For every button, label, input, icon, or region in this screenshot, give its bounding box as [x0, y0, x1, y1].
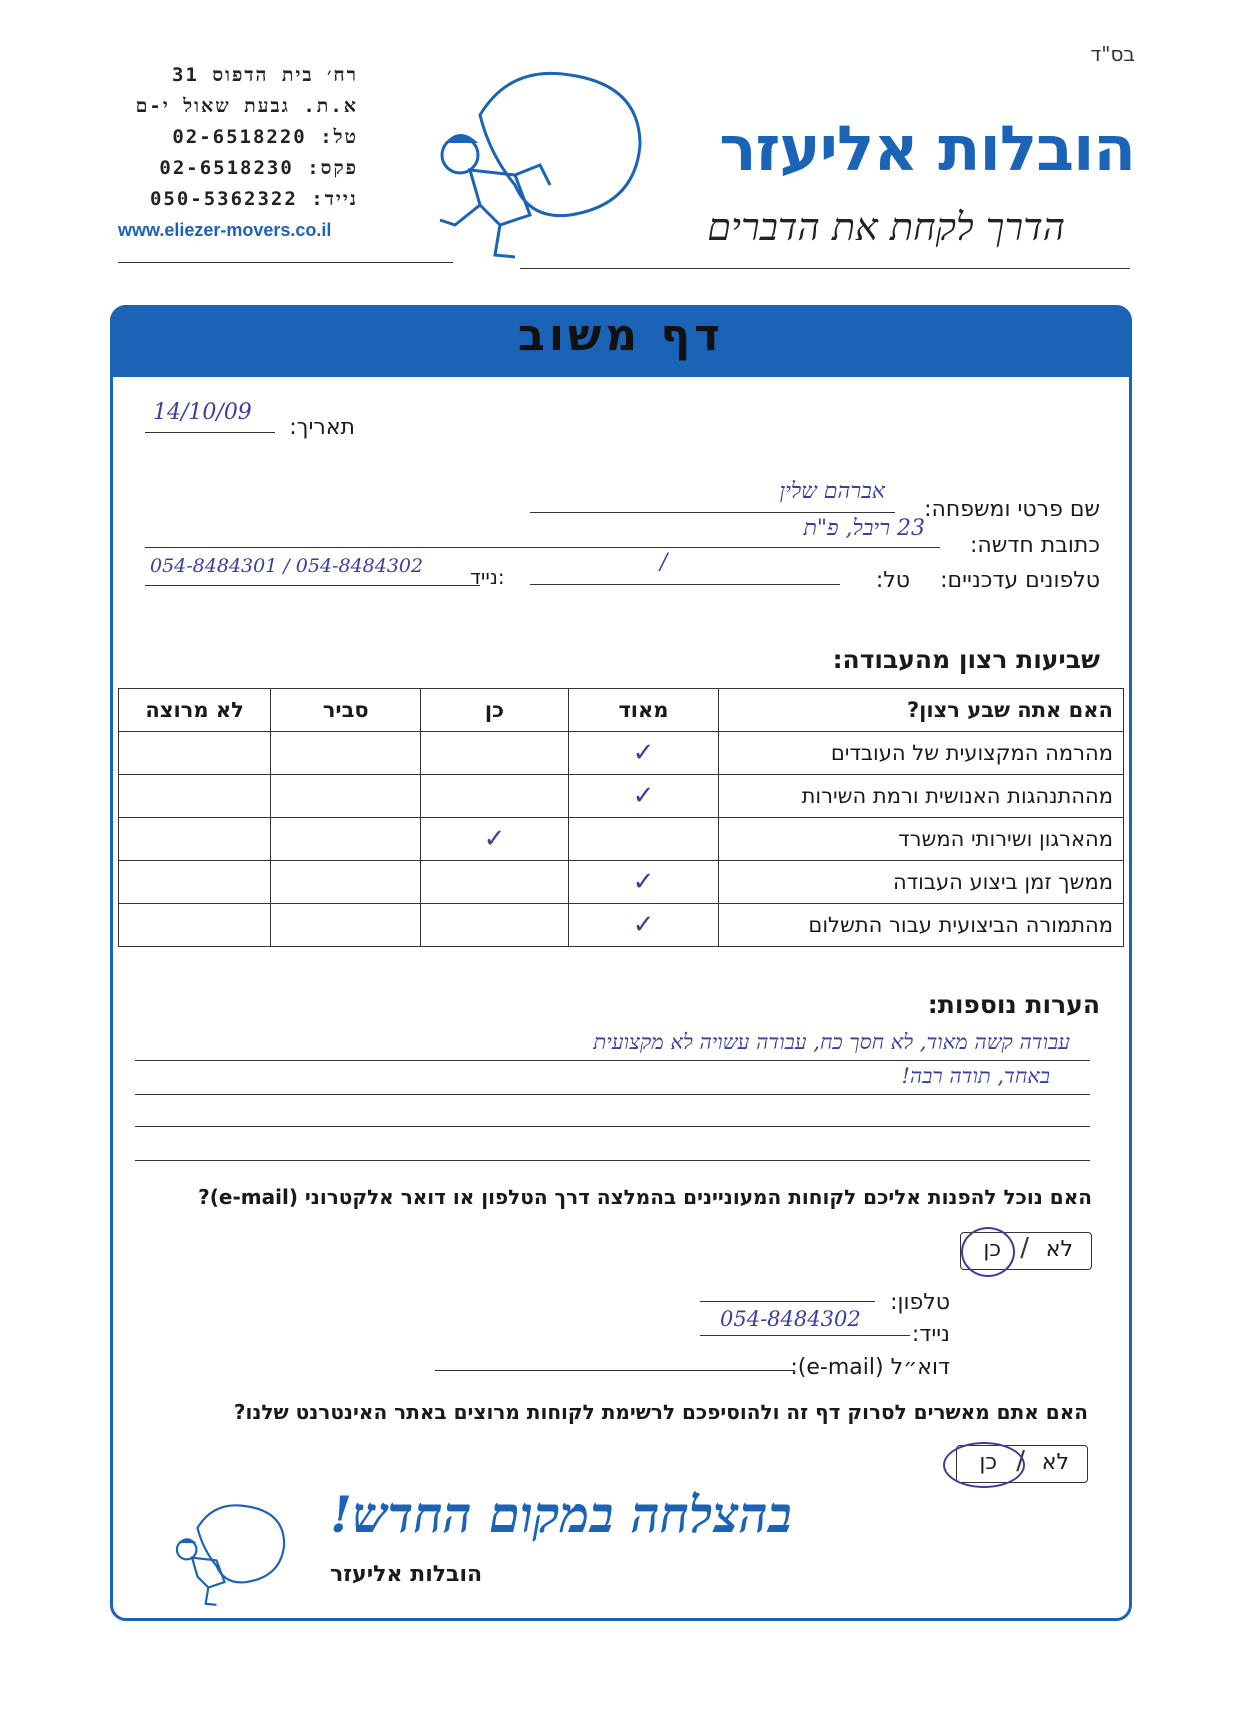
mobile-field[interactable]	[145, 553, 480, 586]
header-divider-right	[520, 268, 1130, 269]
contact-mobile-value: 054-8484302	[720, 1307, 861, 1331]
mark-cell[interactable]	[271, 732, 421, 775]
contact-yes-option[interactable]: כן	[983, 1237, 1001, 1262]
contact-address: רח׳ בית הדפוס 31	[172, 64, 358, 86]
mark-cell[interactable]: ✓	[568, 861, 719, 904]
satisfaction-title: שביעות רצון מהעבודה:	[832, 645, 1100, 674]
address-value: 23 ריבל, פ"ת	[803, 516, 925, 541]
contact-phone-field[interactable]	[700, 1275, 875, 1302]
column-header-yes: כן	[421, 689, 568, 732]
mark-cell[interactable]	[271, 904, 421, 947]
company-name: הובלות אליעזר	[719, 112, 1135, 185]
mark-cell[interactable]	[119, 732, 271, 775]
tel-label: טל:	[875, 568, 910, 593]
table-header-row	[119, 689, 1124, 732]
contact-block	[118, 60, 358, 246]
footer-company: הובלות אליעזר	[330, 1562, 483, 1587]
address-label: כתובת חדשה:	[969, 533, 1100, 558]
contact-mobile-field[interactable]	[700, 1305, 910, 1336]
contact-area: א.ת. גבעת שאול י-ם	[135, 95, 358, 117]
website-question: האם אתם מאשרים לסרוק דף זה ולהוסיפכם לרשימת לקוחות מרוצים באתר האינטרנט שלנו?	[233, 1400, 1088, 1424]
row-question: מהרמה המקצועית של העובדים	[719, 732, 1124, 775]
form-title: דף משוב	[517, 310, 725, 361]
comment-line-3[interactable]	[135, 1100, 1090, 1127]
phones-label: טלפונים עדכניים:	[940, 568, 1100, 593]
row-question: מהתמורה הביצועית עבור התשלום	[719, 904, 1124, 947]
bsd-mark: בס"ד	[1090, 42, 1135, 66]
contact-mobile: נייד: 050-5362322	[149, 188, 358, 210]
table-row	[119, 904, 1124, 947]
column-header-question: האם אתה שבע רצון?	[719, 689, 1124, 732]
row-question: מההתנהגות האנושית ורמת השירות	[719, 775, 1124, 818]
mark-cell[interactable]: ✓	[421, 818, 568, 861]
email-field[interactable]	[435, 1344, 795, 1371]
comment-line-2[interactable]	[135, 1064, 1090, 1095]
table-row	[119, 861, 1124, 904]
mark-cell[interactable]	[421, 861, 568, 904]
header-divider-left	[118, 262, 453, 263]
row-question: ממשך זמן ביצוע העבודה	[719, 861, 1124, 904]
contact-phone-label: טלפון:	[890, 1290, 950, 1315]
mark-cell[interactable]	[271, 861, 421, 904]
mover-mascot-logo	[420, 65, 660, 265]
contact-no-option[interactable]: לא	[1045, 1237, 1073, 1262]
mark-cell[interactable]: ✓	[568, 775, 719, 818]
yes-circle-mark	[943, 1442, 1025, 1488]
table-row	[119, 818, 1124, 861]
mark-cell[interactable]	[119, 775, 271, 818]
footer-mascot-logo	[165, 1495, 295, 1615]
contact-question: האם נוכל להפנות אליכם לקוחות המעוניינים בהמלצה דרך הטלפון או דואר אלקטרוני (e-mail)?	[198, 1185, 1092, 1209]
table-row	[119, 732, 1124, 775]
yes-circle-mark	[961, 1227, 1015, 1277]
website-yes-option[interactable]: כן	[979, 1450, 997, 1475]
mobile-value: 054-8484301 / 054-8484302	[150, 555, 424, 577]
column-header-very: מאוד	[568, 689, 719, 732]
mobile-label: :נייד	[470, 565, 505, 589]
mark-cell[interactable]	[421, 904, 568, 947]
footer-slogan: בהצלחה במקום החדש!	[330, 1485, 792, 1544]
contact-mobile-label: נייד:	[911, 1322, 950, 1347]
option-separator: /	[1016, 1446, 1025, 1476]
mark-cell[interactable]	[271, 775, 421, 818]
date-value: 14/10/09	[153, 400, 252, 425]
mark-cell[interactable]	[119, 861, 271, 904]
table-row	[119, 775, 1124, 818]
column-header-unsatisfied: לא מרוצה	[119, 689, 271, 732]
comments-title: הערות נוספות:	[927, 990, 1100, 1019]
option-separator: /	[1020, 1233, 1029, 1263]
date-field[interactable]	[145, 398, 275, 433]
contact-website[interactable]: www.eliezer-movers.co.il	[118, 220, 332, 240]
name-value: אברהם שלין	[779, 479, 885, 504]
mark-cell[interactable]	[119, 904, 271, 947]
email-label: דוא״ל (e-mail):	[790, 1355, 950, 1380]
mark-cell[interactable]: ✓	[568, 904, 719, 947]
comment-text-1: עבודה קשה מאוד, לא חסך כח, עבודה עשויה לא מקצועית	[593, 1030, 1070, 1054]
contact-phone: טל: 02-6518220	[172, 126, 358, 148]
column-header-reasonable: סביר	[271, 689, 421, 732]
mark-cell[interactable]	[568, 818, 719, 861]
tel-value: /	[660, 550, 668, 575]
comment-line-4[interactable]	[135, 1134, 1090, 1161]
date-label: תאריך:	[289, 415, 355, 440]
contact-answer-box[interactable]	[960, 1232, 1092, 1270]
mark-cell[interactable]	[271, 818, 421, 861]
mark-cell[interactable]	[421, 775, 568, 818]
name-label: שם פרטי ומשפחה:	[924, 497, 1100, 522]
address-field[interactable]	[145, 513, 940, 548]
name-field[interactable]	[530, 478, 895, 513]
satisfaction-table	[118, 688, 1124, 947]
website-no-option[interactable]: לא	[1041, 1450, 1069, 1475]
contact-fax: פקס: 02-6518230	[159, 157, 358, 179]
mark-cell[interactable]: ✓	[568, 732, 719, 775]
mark-cell[interactable]	[421, 732, 568, 775]
mark-cell[interactable]	[119, 818, 271, 861]
company-slogan: הדרך לקחת את הדברים	[707, 205, 1065, 249]
tel-field[interactable]	[530, 550, 840, 585]
row-question: מהארגון ושירותי המשרד	[719, 818, 1124, 861]
comment-text-2: באחד, תודה רבה!	[901, 1064, 1050, 1088]
comment-line-1[interactable]	[135, 1030, 1090, 1061]
website-answer-box[interactable]	[956, 1445, 1088, 1483]
